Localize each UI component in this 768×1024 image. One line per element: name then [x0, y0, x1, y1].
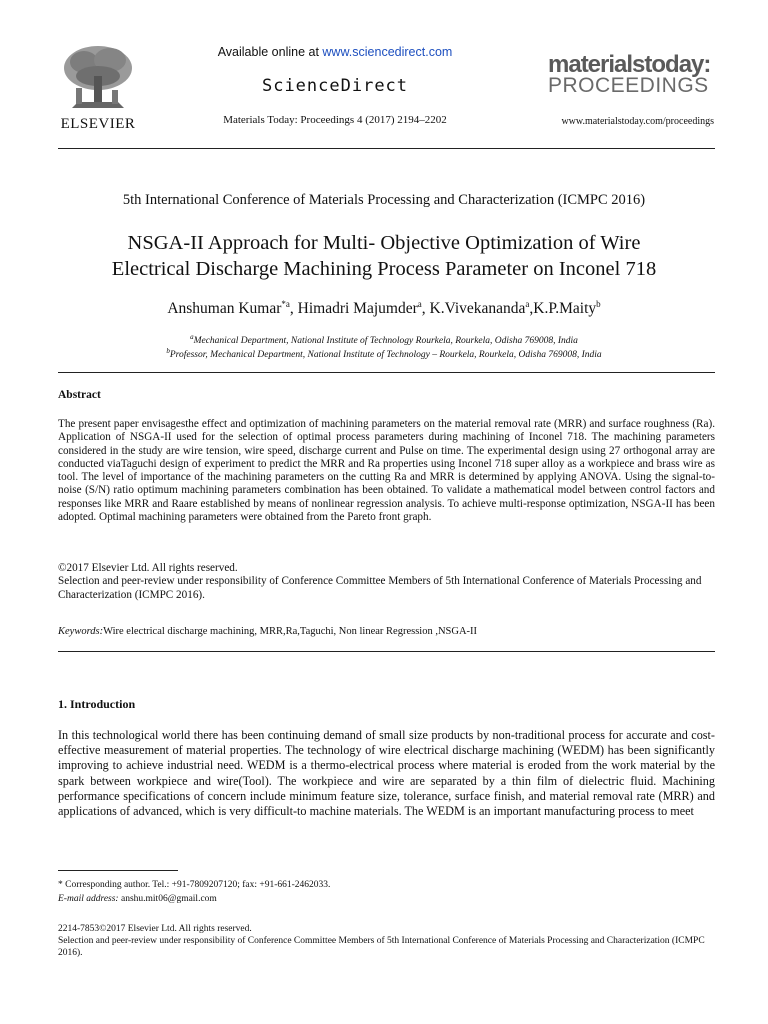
email-note — [58, 894, 217, 904]
abstract-body: The present paper envisagesthe effect and optimization of machining parameters on the material removal rate (MRR) and surface roughness (Ra). Application of NSGA-II used for the selection of optimal process parameters during machining of Inconel 718. The machining parameters considered in the study are wire tension, wire speed, discharge current and Pulse on time. The experimental design using 27 orthogonal array are conducted viaTaguchi design of experiment to predict the MRR and Ra properties using Inconel 718 super alloy as a workpiece and brass wire as tool. The level of importance of the machining parameters on the cutting Ra and MRR is determined by applying ANOVA. Using the signal-to-noise (S/N) ratio optimum machining parameters combination has been obtained. To validate a mathematical model between control factors and responses like MRR and Raare established by means of nonlinear regression analysis. To achieve multi-response optimization, NSGA-II has been adopted. Optimal machining parameters were obtained from the Pareto front graph. — [58, 418, 715, 524]
author-name: Himadri Majumder — [297, 300, 418, 318]
section-body: In this technological world there has been continuing demand of small size products by non-traditional process for accurate and cost-effective measurement of material properties. The technology of wire electrical discharge machining (WEDM) has been significantly improving to achieve industrial need. WEDM is a thermo-electrical process where material is eroded from the work material by the spark between workpiece and wire(Tool). The workpiece and wire are separated by a thin film of dielectric fluid. Machining performance specifications of concern include minimum feature size, tolerance, surface finish, and material removal rate (MRR) and applications of advanced, which is very difficult-to machine materials. The WEDM is an important manufacturing process to meet — [58, 728, 715, 819]
affiliation-mark: b — [166, 347, 170, 355]
abstract-copyright — [58, 562, 715, 602]
header-divider — [58, 148, 715, 149]
author-mark: *a — [281, 299, 290, 309]
corresponding-author-note: * Corresponding author. Tel.: +91-7809207120; fax: +91-661-2462033. — [58, 880, 331, 890]
journal-citation: Materials Today: Proceedings 4 (2017) 2194–2202 — [223, 114, 447, 126]
author-list — [40, 299, 728, 318]
keywords-label: Keywords: — [58, 626, 104, 637]
email-address[interactable]: anshu.mit06@gmail.com — [118, 894, 217, 904]
sciencedirect-link[interactable]: www.sciencedirect.com — [322, 45, 453, 59]
abstract-heading: Abstract — [58, 389, 101, 401]
author-name: K.P.Maity — [533, 300, 597, 318]
author-mark: a — [417, 299, 422, 309]
available-online — [180, 45, 490, 59]
affiliation-text: Mechanical Department, National Institute of Technology Rourkela, Rourkela, Odisha 769008, India — [193, 336, 578, 347]
affiliation-b — [40, 347, 728, 360]
author-separator: , — [289, 300, 298, 318]
copyright-line: ©2017 Elsevier Ltd. All rights reserved. — [58, 562, 238, 574]
review-line: Selection and peer-review under responsibility of Conference Committee Members of 5th International Conference of Materials Processing and Characterization (ICMPC 2016). — [58, 936, 705, 958]
abstract-top-divider — [58, 372, 715, 373]
keywords-text: Wire electrical discharge machining, MRR,Ra,Taguchi, Non linear Regression ,NSGA-II — [103, 626, 478, 637]
keywords — [58, 626, 715, 637]
affiliation-a — [40, 333, 728, 346]
email-label: E-mail address: — [58, 894, 119, 904]
footnote-divider — [58, 870, 178, 871]
tree-icon — [58, 42, 138, 116]
paper-title — [40, 230, 728, 282]
author-separator: , — [421, 300, 430, 318]
section-heading: 1. Introduction — [58, 697, 136, 711]
affiliation-text: Professor, Mechanical Department, National Institute of Technology – Rourkela, Rourkela, Odisha 769008, India — [169, 350, 602, 361]
journal-logo-line1: materialstoday: — [548, 51, 711, 78]
title-line-2: Electrical Discharge Machining Process Parameter on Inconel 718 — [111, 258, 657, 280]
available-online-label: Available online at — [217, 45, 323, 59]
author-name: K.Vivekananda — [429, 300, 526, 318]
author-name: Anshuman Kumar — [167, 300, 282, 318]
journal-url[interactable]: www.materialstoday.com/proceedings — [561, 116, 714, 127]
publisher-name: ELSEVIER — [60, 116, 136, 132]
affiliation-mark: a — [190, 333, 194, 341]
peer-review-line: Selection and peer-review under responsibility of Conference Committee Members of 5th International Conference of Materials Processing and Characterization (ICMPC 2016). — [58, 575, 702, 601]
abstract-bottom-divider — [58, 651, 715, 652]
journal-logo-line2: PROCEEDINGS — [548, 74, 709, 97]
author-separator: , — [529, 300, 534, 318]
sciencedirect-wordmark: ScienceDirect — [261, 76, 409, 96]
author-mark: b — [596, 299, 601, 309]
issn-block — [58, 923, 715, 959]
conference-name: 5th International Conference of Materials Processing and Characterization (ICMPC 2016) — [122, 192, 646, 208]
materials-today-logo — [548, 51, 711, 97]
title-line-1: NSGA-II Approach for Multi- Objective Optimization of Wire — [127, 232, 641, 254]
author-mark: a — [525, 299, 530, 309]
issn-line: 2214-7853©2017 Elsevier Ltd. All rights reserved. — [58, 924, 252, 934]
